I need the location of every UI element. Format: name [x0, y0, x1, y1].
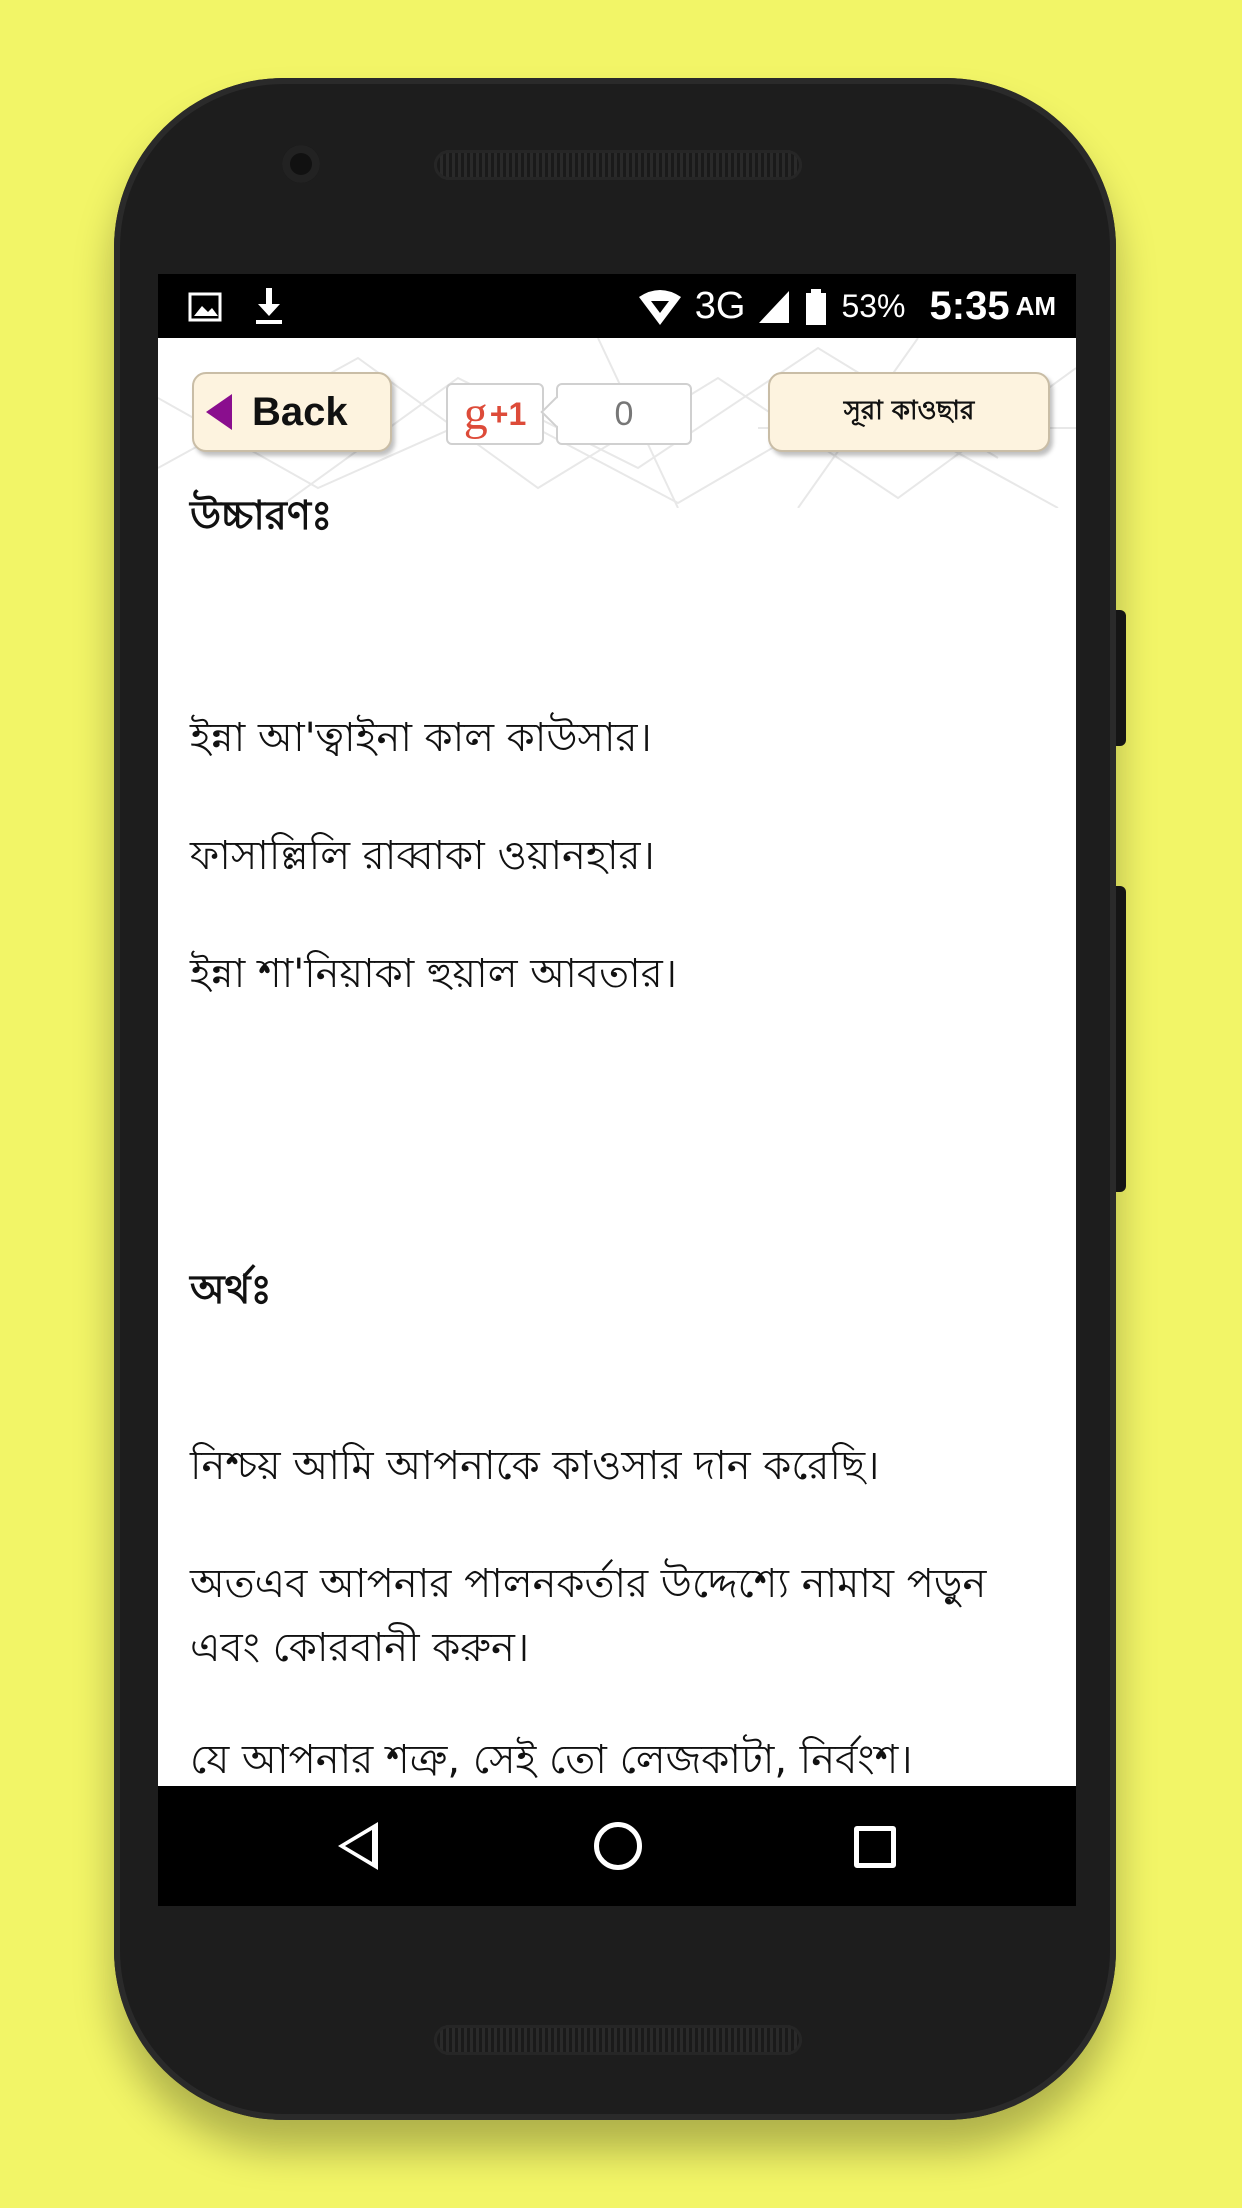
top-toolbar	[158, 338, 1076, 458]
power-button	[1116, 610, 1126, 746]
clock-ampm: AM	[1015, 291, 1056, 321]
meaning-line: নিশ্চয় আমি আপনাকে কাওসার দান করেছি।	[190, 1443, 880, 1489]
nav-recents-icon[interactable]	[854, 1826, 896, 1868]
status-bar	[158, 274, 1076, 338]
pronunciation-heading: উচ্চারণঃ	[190, 493, 333, 539]
bottom-speaker	[434, 2025, 802, 2055]
meaning-heading: অর্থঃ	[190, 1267, 272, 1313]
google-plus-one-button[interactable]	[446, 383, 544, 445]
back-arrow-icon	[206, 394, 232, 430]
navigation-bar	[158, 1786, 1076, 1906]
meaning-line: অতএব আপনার পালনকর্তার উদ্দেশ্যে নামায পড়ুন এবং কোরবানী করুন।	[190, 1561, 987, 1671]
signal-icon	[757, 287, 791, 327]
pronunciation-line: ফাসাল্লিলি রাব্বাকা ওয়ানহার।	[190, 833, 655, 879]
plus-one-count: 0	[556, 383, 692, 445]
nav-home-icon[interactable]	[594, 1822, 642, 1870]
clock: 5:35	[929, 284, 1010, 328]
battery-icon	[803, 287, 829, 327]
pronunciation-line: ইন্না শা'নিয়াকা হুয়াল আবতার।	[190, 951, 678, 997]
top-speaker	[434, 150, 802, 180]
back-button-label: Back	[252, 389, 348, 434]
plus-one-label: +1	[489, 395, 527, 432]
network-type: 3G	[694, 285, 746, 327]
pronunciation-line: ইন্না আ'ত্বাইনা কাল কাউসার।	[190, 715, 652, 761]
phone-screen	[158, 274, 1076, 1906]
back-button[interactable]	[192, 372, 392, 452]
surah-title-button[interactable]: সূরা কাওছার	[768, 372, 1050, 452]
volume-button	[1116, 886, 1126, 1192]
battery-percent: 53%	[841, 288, 906, 324]
front-camera	[282, 145, 320, 183]
download-notification-icon	[252, 286, 286, 326]
nav-back-icon[interactable]	[338, 1822, 378, 1870]
image-notification-icon	[188, 286, 222, 326]
wifi-icon	[637, 287, 683, 327]
google-plus-icon: g	[463, 387, 488, 440]
meaning-line: যে আপনার শত্রু, সেই তো লেজকাটা, নির্বংশ।	[190, 1737, 913, 1783]
